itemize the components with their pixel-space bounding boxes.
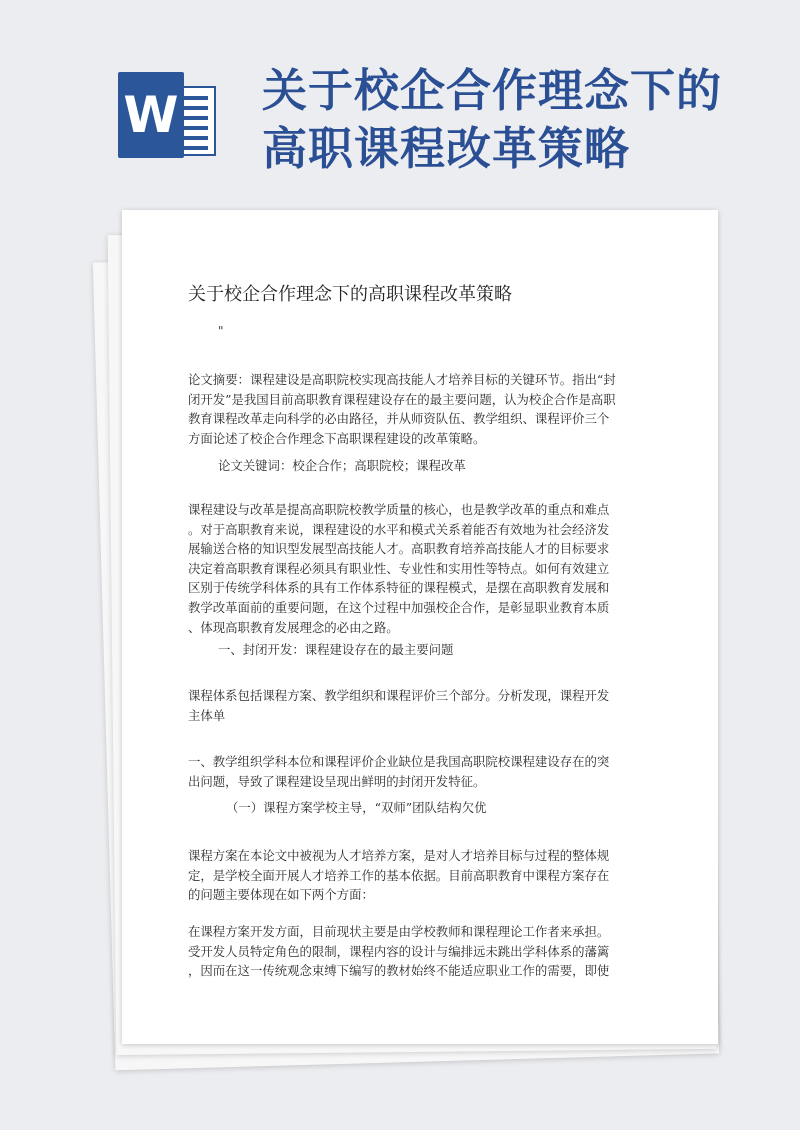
- section-1-line: 课程体系包括课程方案、教学组织和课程评价三个部分。分析发现，课程开发: [188, 688, 610, 703]
- development-paragraph: [188, 922, 636, 981]
- intro-line: 展输送合格的知识型发展型高技能人才。高职教育培养高技能人才的目标要求: [188, 541, 610, 557]
- keywords-line: [218, 456, 666, 476]
- intro-line: 。对于高职教育来说，课程建设的水平和模式关系着能否有效地为社会经济发: [188, 521, 610, 537]
- intro-paragraph: [188, 500, 636, 637]
- plan-line: 定，是学校全面开展人才培养工作的基本依据。目前高职教育中课程方案存在: [188, 867, 610, 883]
- word-document-icon: [118, 72, 218, 158]
- quote-mark: ": [218, 324, 224, 338]
- development-line: 在课程方案开发方面，目前现状主要是由学校教师和课程理论工作者来承担。: [188, 924, 610, 939]
- abstract-paragraph: [188, 370, 636, 448]
- subsection-1-heading-text: （一）课程方案学校主导，“双师”团队结构欠优: [226, 800, 487, 815]
- banner-title-line-2: 高职课程改革策略: [262, 122, 631, 175]
- section-1b-line: 一、教学组织学科本位和课程评价企业缺位是我国高职院校课程建设存在的突: [188, 754, 610, 769]
- section-1-paragraph: [188, 686, 636, 725]
- development-line: ，因而在这一传统观念束缚下编写的教材始终不能适应职业工作的需要，即使: [188, 963, 610, 979]
- abstract-line: 教育课程改革走向科学的必由路径，并从师资队伍、教学组织、课程评价三个: [188, 411, 610, 427]
- subsection-1-heading: [226, 798, 674, 818]
- intro-line: 课程建设与改革是提高高职院校教学质量的核心，也是教学改革的重点和难点: [188, 502, 610, 517]
- development-line: 受开发人员特定角色的限制，课程内容的设计与编排远未跳出学科体系的藩篱: [188, 943, 610, 959]
- plan-paragraph: [188, 846, 636, 905]
- section-1b-paragraph: [188, 752, 636, 791]
- plan-line: 的问题主要体现在如下两个方面：: [188, 887, 374, 903]
- header-banner: [0, 0, 800, 210]
- intro-line: 区别于传统学科体系的具有工作体系特征的课程模式，是摆在高职教育发展和: [188, 580, 610, 596]
- section-1-heading-text: 一、封闭开发：课程建设存在的最主要问题: [218, 642, 454, 657]
- intro-line: 决定着高职教育课程必须具有职业性、专业性和实用性等特点。如何有效建立: [188, 560, 610, 576]
- plan-line: 课程方案在本论文中被视为人才培养方案，是对人才培养目标与过程的整体规: [188, 848, 610, 863]
- document-title: 关于校企合作理念下的高职课程改革策略: [188, 284, 512, 305]
- abstract-line: 闭开发”是我国目前高职教育课程建设存在的最主要问题，认为校企合作是高职: [188, 391, 616, 407]
- banner-title: [262, 62, 782, 178]
- section-1b-line: 出问题，导致了课程建设呈现出鲜明的封闭开发特征。: [188, 773, 486, 789]
- intro-line: 教学改革面前的重要问题，在这个过程中加强校企合作，是彰显职业教育本质: [188, 599, 610, 615]
- section-1-line: 主体单: [188, 707, 226, 723]
- document-page: [122, 210, 718, 1044]
- banner-title-line-1: 关于校企合作理念下的: [262, 64, 723, 117]
- abstract-line: 方面论述了校企合作理念下高职课程建设的改革策略。: [188, 430, 486, 446]
- section-1-heading: [218, 640, 666, 660]
- keywords-text: 论文关键词：校企合作；高职院校；课程改革: [218, 458, 466, 473]
- abstract-line: 论文摘要：课程建设是高职院校实现高技能人才培养目标的关键环节。指出“封: [188, 372, 616, 387]
- intro-line: 、体现高职教育发展理念的必由之路。: [188, 619, 399, 635]
- word-letter-tile: W: [118, 72, 184, 158]
